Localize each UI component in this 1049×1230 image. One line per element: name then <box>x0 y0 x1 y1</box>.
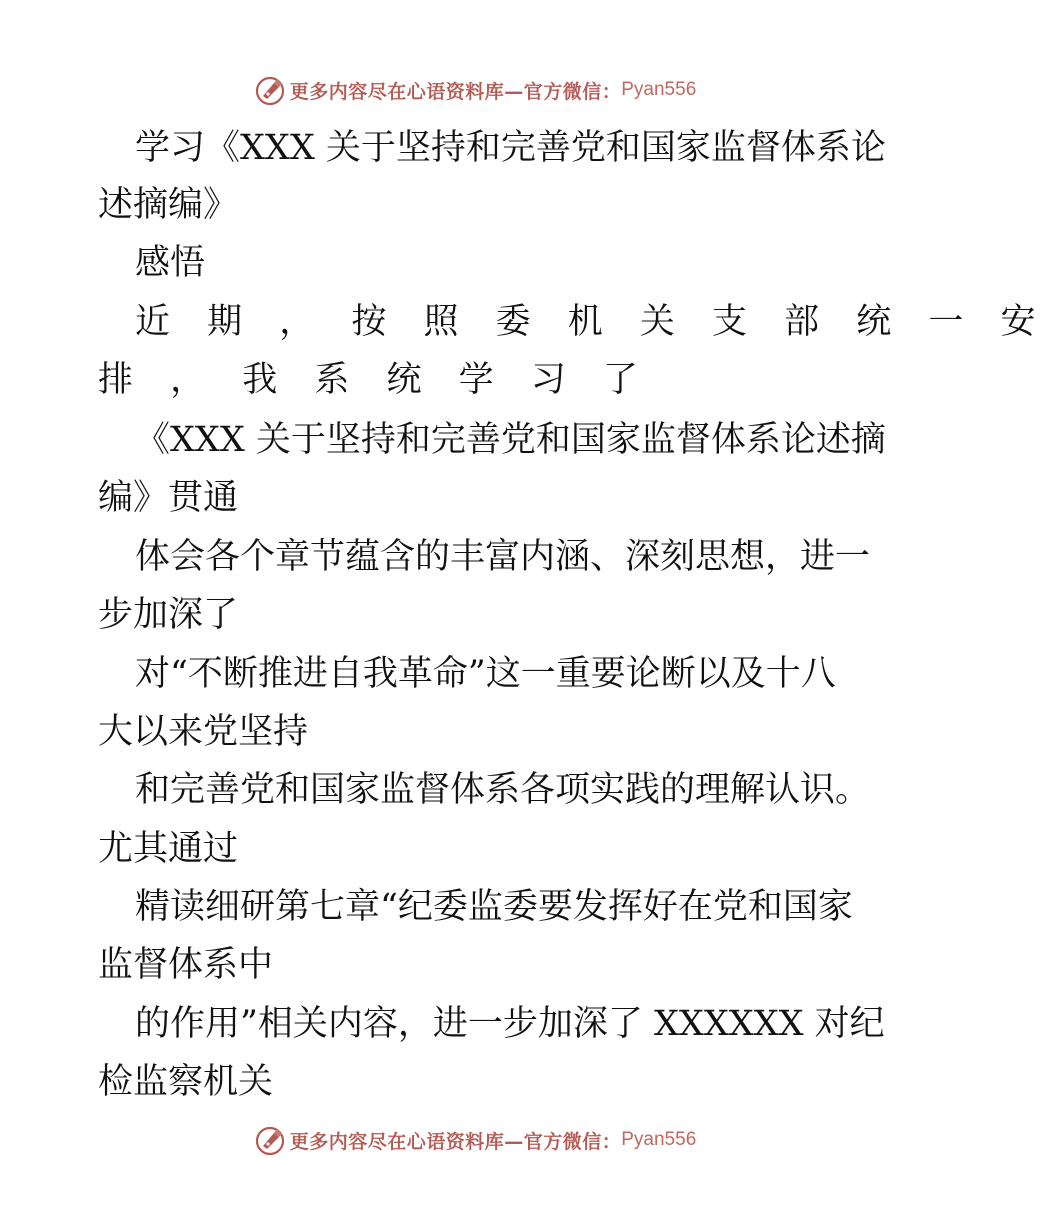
text-line: 编》贯通 <box>98 478 239 518</box>
text-line: 排 ， 我 系 统 学 习 了 <box>98 360 651 400</box>
pen-nib-logo-icon <box>254 1124 286 1156</box>
watermark-text: 更多内容尽在心语资料库—官方微信： <box>289 1130 622 1153</box>
text-line: 的作用”相关内容，进一步加深了 XXXXXX 对纪 <box>135 1004 885 1044</box>
pen-nib-logo-icon <box>254 74 286 106</box>
footer-watermark <box>0 1120 950 1160</box>
text-line: 精读细研第七章“纪委监委要发挥好在党和国家 <box>135 887 853 927</box>
text-line: 《XXX 关于坚持和完善党和国家监督体系论述摘 <box>135 420 886 460</box>
text-line: 感悟 <box>135 243 206 283</box>
text-line: 和完善党和国家监督体系各项实践的理解认识。 <box>135 770 871 810</box>
text-line: 大以来党坚持 <box>98 712 309 752</box>
text-line: 监督体系中 <box>98 945 274 985</box>
text-line: 检监察机关 <box>98 1062 274 1102</box>
text-line: 近 期 ， 按 照 委 机 关 支 部 统 一 安 <box>135 302 1049 342</box>
text-line: 述摘编》 <box>98 185 239 225</box>
watermark-text: 更多内容尽在心语资料库—官方微信： <box>289 80 622 103</box>
text-line: 对“不断推进自我革命”这一重要论断以及十八 <box>135 654 836 694</box>
watermark-wechat-id: Pyan556 <box>621 79 697 100</box>
text-line: 学习《XXX 关于坚持和完善党和国家监督体系论 <box>135 128 886 168</box>
text-line: 尤其通过 <box>98 829 239 869</box>
text-line: 体会各个章节蕴含的丰富内涵、深刻思想，进一 <box>135 537 871 577</box>
text-line: 步加深了 <box>98 595 239 635</box>
header-watermark <box>0 70 950 110</box>
watermark-wechat-id: Pyan556 <box>621 1129 697 1150</box>
